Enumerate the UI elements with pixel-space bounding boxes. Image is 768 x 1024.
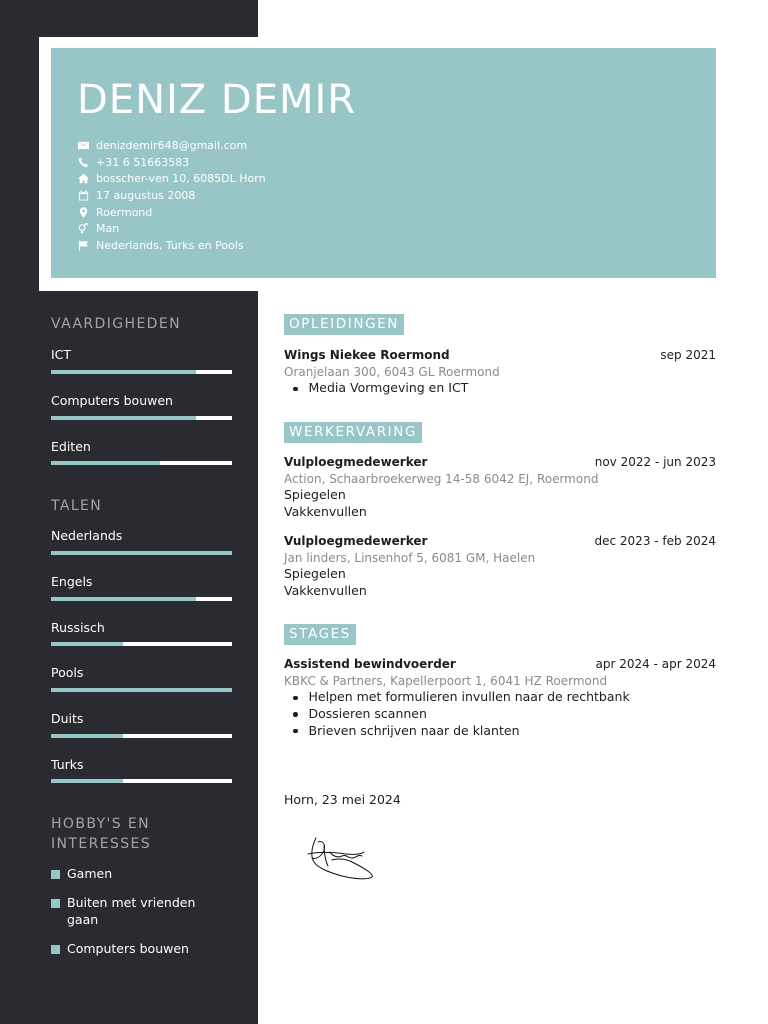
skill-item: [51, 393, 232, 409]
language-item: [51, 620, 232, 636]
skill-bar: [51, 461, 232, 465]
hobby-text: [67, 866, 112, 883]
calendar-icon: [77, 189, 90, 201]
entry-line: Spiegelen: [284, 566, 346, 582]
entry-heading: [284, 454, 716, 471]
education-entry: [284, 347, 716, 397]
internships-title: STAGES: [284, 624, 356, 645]
entry-heading: [284, 533, 716, 550]
contact-nationality: [77, 237, 266, 254]
hobby-text-line: Buiten met vrienden: [67, 895, 196, 910]
language-bar-fill: [51, 551, 232, 555]
hobbies-title-line: INTERESSES: [51, 836, 152, 852]
bullet-item: Brieven schrijven naar de klanten: [284, 723, 716, 740]
hobby-item: [51, 866, 211, 883]
entry-heading: [284, 656, 716, 673]
skill-label: Editen: [51, 439, 91, 454]
mail-icon: [77, 139, 90, 151]
contact-text: Roermond: [96, 205, 153, 219]
language-label: Turks: [51, 757, 84, 772]
hobbies-section: [51, 814, 233, 956]
language-item: [51, 574, 232, 590]
language-label: Duits: [51, 711, 84, 726]
entry-title: Assistend bewindvoerder: [284, 657, 456, 671]
language-bar: [51, 642, 232, 646]
contact-text: 17 augustus 2008: [96, 188, 196, 202]
language-bar: [51, 551, 232, 555]
contact-phone: [77, 154, 266, 171]
gender-icon: [77, 223, 90, 235]
language-item: [51, 711, 232, 727]
home-icon: [77, 173, 90, 185]
language-bar-fill: [51, 642, 123, 646]
internship-entry: [284, 656, 716, 740]
language-bar-fill: [51, 734, 123, 738]
signature-image: [302, 832, 378, 884]
square-bullet-icon: [51, 899, 60, 908]
entry-address: Jan linders, Linsenhof 5, 6081 GM, Haelen: [284, 550, 536, 565]
hobby-item: [51, 895, 211, 928]
skill-bar-fill: [51, 461, 160, 465]
hobby-text-line: gaan: [67, 911, 99, 927]
language-bar: [51, 734, 232, 738]
language-label: Pools: [51, 665, 84, 680]
hobby-text-line: Gamen: [67, 866, 113, 881]
skill-label: ICT: [51, 347, 72, 362]
contact-email: [77, 137, 266, 154]
skill-item: [51, 347, 232, 363]
square-bullet-icon: [51, 870, 60, 879]
bullet-item: Media Vormgeving en ICT: [284, 380, 716, 397]
language-bar-fill: [51, 688, 232, 692]
entry-line: Vakkenvullen: [284, 504, 367, 520]
work-entry: [284, 533, 716, 600]
language-bar-fill: [51, 779, 123, 783]
education-title: OPLEIDINGEN: [284, 314, 404, 335]
language-bar: [51, 779, 232, 783]
entry-heading: [284, 347, 716, 364]
hobby-item: [51, 941, 211, 958]
contact-birthdate: [77, 187, 266, 204]
entry-date: sep 2021: [660, 348, 716, 362]
skills-title: VAARDIGHEDEN: [51, 316, 181, 332]
language-bar: [51, 597, 232, 601]
entry-address: KBKC & Partners, Kapellerpoort 1, 6041 HZ Roermond: [284, 673, 608, 688]
contact-text: denizdemir648@gmail.com: [96, 138, 248, 152]
hobby-text: [67, 895, 195, 928]
entry-line: Vakkenvullen: [284, 583, 367, 599]
place-date: Horn, 23 mei 2024: [284, 792, 401, 807]
contact-text: Man: [96, 222, 120, 236]
language-label: Russisch: [51, 620, 105, 635]
candidate-name: DENIZ DEMIR: [77, 77, 357, 123]
entry-address: Action, Schaarbroekerweg 14-58 6042 EJ, Roermond: [284, 471, 599, 486]
contact-gender: [77, 220, 266, 237]
languages-title: TALEN: [51, 498, 103, 514]
header: [51, 48, 716, 278]
entry-date: apr 2024 - apr 2024: [595, 657, 716, 671]
hobby-text-line: Computers bouwen: [67, 941, 189, 956]
hobbies-title-line: HOBBY'S EN: [51, 816, 151, 832]
contact-text: +31 6 51663583: [96, 155, 190, 169]
hobby-text: [67, 941, 189, 958]
entry-title: Vulploegmedewerker: [284, 455, 428, 469]
skill-label: Computers bouwen: [51, 393, 173, 408]
location-pin-icon: [77, 206, 90, 218]
skill-item: [51, 439, 232, 455]
entry-address: Oranjelaan 300, 6043 GL Roermond: [284, 364, 500, 379]
hobbies-title: [51, 814, 233, 854]
entry-title: Wings Niekee Roermond: [284, 348, 450, 362]
phone-icon: [77, 156, 90, 168]
language-bar-fill: [51, 597, 196, 601]
skill-bar: [51, 370, 232, 374]
entry-title: Vulploegmedewerker: [284, 534, 428, 548]
language-item: [51, 528, 232, 544]
entry-date: nov 2022 - jun 2023: [594, 455, 716, 469]
language-item: [51, 757, 232, 773]
contact-list: [77, 137, 266, 254]
bullet-item: Helpen met formulieren invullen naar de rechtbank: [284, 689, 716, 706]
work-entry: [284, 454, 716, 521]
flag-icon: [77, 239, 90, 251]
square-bullet-icon: [51, 945, 60, 954]
language-label: Nederlands: [51, 528, 123, 543]
contact-address: [77, 170, 266, 187]
skill-bar-fill: [51, 370, 196, 374]
contact-city: [77, 204, 266, 221]
bullet-item: Dossieren scannen: [284, 706, 716, 723]
contact-text: Nederlands, Turks en Pools: [96, 238, 244, 252]
contact-text: bosscher-ven 10, 6085DL Horn: [96, 172, 266, 186]
work-title: WERKERVARING: [284, 422, 422, 443]
entry-line: Spiegelen: [284, 487, 346, 503]
language-label: Engels: [51, 574, 93, 589]
languages-section: [51, 496, 233, 772]
skill-bar: [51, 416, 232, 420]
entry-date: dec 2023 - feb 2024: [594, 534, 716, 548]
language-bar: [51, 688, 232, 692]
language-item: [51, 665, 232, 681]
skill-bar-fill: [51, 416, 196, 420]
skills-section: [51, 314, 233, 454]
